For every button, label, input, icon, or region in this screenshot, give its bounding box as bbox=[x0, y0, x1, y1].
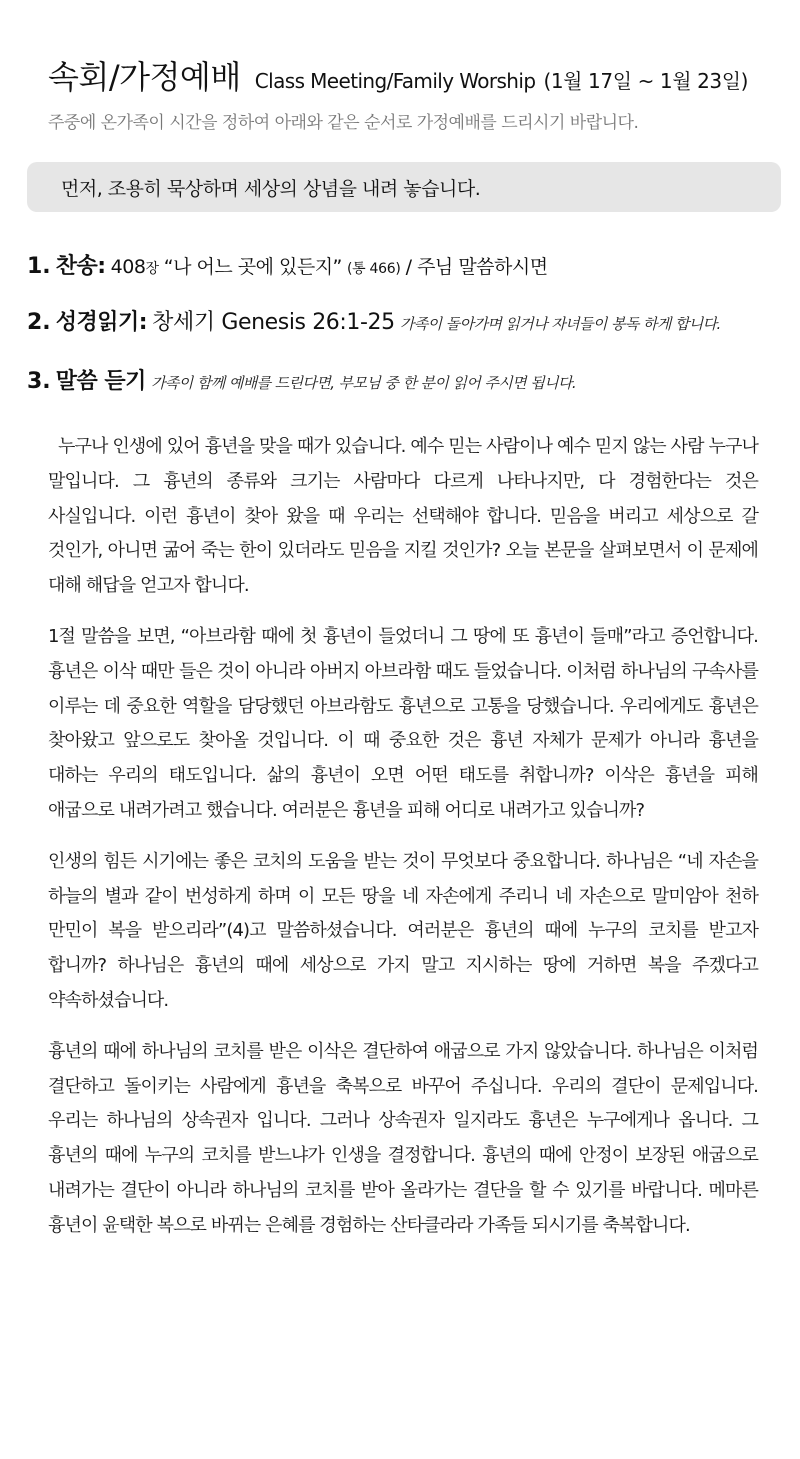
step-heading: 성경읽기: bbox=[55, 310, 148, 335]
reading-note: 가족이 돌아가며 읽거나 자녀들이 봉독 하게 합니다. bbox=[399, 315, 721, 333]
step-heading: 말씀 듣기 bbox=[55, 369, 146, 394]
hymn-unit: 장 bbox=[145, 261, 159, 277]
sermon-body bbox=[48, 430, 758, 1260]
alternate-song: / 주님 말씀하시면 bbox=[405, 256, 548, 278]
meditation-notice-text: 먼저, 조용히 묵상하며 세상의 상념을 내려 놓습니다. bbox=[61, 178, 481, 200]
hymn-title: “나 어느 곳에 있든지” bbox=[163, 256, 342, 278]
step-heading: 찬송: bbox=[55, 254, 106, 279]
step-scripture-reading bbox=[27, 305, 721, 336]
step-hymn bbox=[27, 249, 548, 280]
step-number: 2. bbox=[27, 310, 51, 335]
step-number: 3. bbox=[27, 369, 51, 394]
sermon-note: 가족이 함께 예배를 드린다면, 부모님 중 한 분이 읽어 주시면 됩니다. bbox=[151, 374, 577, 392]
step-number: 1. bbox=[27, 254, 51, 279]
step-sermon bbox=[27, 364, 576, 395]
page-title-english: Class Meeting/Family Worship bbox=[254, 69, 536, 93]
page-header bbox=[48, 52, 788, 98]
old-hymn-number: (통 466) bbox=[347, 261, 401, 277]
instructions-text: 주중에 온가족이 시간을 정하여 아래와 같은 순서로 가정예배를 드리시기 바랍니다. bbox=[48, 113, 639, 133]
hymn-number: 408 bbox=[110, 256, 146, 278]
scripture-passage: 창세기 Genesis 26:1-25 bbox=[152, 310, 395, 335]
date-range: (1월 17일 ~ 1월 23일) bbox=[543, 69, 749, 93]
sermon-paragraph: 인생의 힘든 시기에는 좋은 코치의 도움을 받는 것이 무엇보다 중요합니다. 하나님은 “네 자손을 하늘의 별과 같이 번성하게 하며 이 모든 땅을 네 자손에게 주리니 네 자손으로 말미암아 천하 만민이 복을 받으리라”(4)고 말씀하셨습니다. 여러분은 흉년의 때에 누구의 코치를 받고자 합니까? 하나님은 흉년의 때에 세상으로 가지 말고 지시하는 땅에 거하면 복을 주겠다고 약속하셨습니다. bbox=[48, 850, 758, 1011]
sermon-paragraph: 누구나 인생에 있어 흉년을 맞을 때가 있습니다. 예수 믿는 사람이나 예수 믿지 않는 사람 누구나 말입니다. 그 흉년의 종류와 크기는 사람마다 다르게 나타나지만, 다 경험한다는 것은 사실입니다. 이런 흉년이 찾아 왔을 때 우리는 선택해야 합니다. 믿음을 버리고 세상으로 갈 것인가, 아니면 굶어 죽는 한이 있더라도 믿음을 지킬 것인가? 오늘 본문을 살펴보면서 이 문제에 대해 해답을 얻고자 합니다. bbox=[48, 436, 758, 597]
sermon-paragraph: 1절 말씀을 보면, “아브라함 때에 첫 흉년이 들었더니 그 땅에 또 흉년이 들매”라고 증언합니다. 흉년은 이삭 때만 들은 것이 아니라 아버지 아브라함 때도 들었습니다. 이처럼 하나님의 구속사를 이루는 데 중요한 역할을 담당했던 아브라함도 흉년으로 고통을 당했습니다. 우리에게도 흉년은 찾아왔고 앞으로도 찾아올 것입니다. 이 때 중요한 것은 흉년 자체가 문제가 아니라 흉년을 대하는 우리의 태도입니다. 삶의 흉년이 오면 어떤 태도를 취합니까? 이삭은 흉년을 피해 애굽으로 내려가려고 했습니다. 여러분은 흉년을 피해 어디로 내려가고 있습니까? bbox=[48, 625, 758, 821]
sermon-paragraph: 흉년의 때에 하나님의 코치를 받은 이삭은 결단하여 애굽으로 가지 않았습니다. 하나님은 이처럼 결단하고 돌이키는 사람에게 흉년을 축복으로 바꾸어 주십니다. 우리의 결단이 문제입니다. 우리는 하나님의 상속권자 입니다. 그러나 상속권자 일지라도 흉년은 누구에게나 옵니다. 그 흉년의 때에 누구의 코치를 받느냐가 인생을 결정합니다. 흉년의 때에 안정이 보장된 애굽으로 내려가는 결단이 아니라 하나님의 코치를 받아 올라가는 결단을 할 수 있기를 바랍니다. 메마른 흉년이 윤택한 복으로 바뀌는 은혜를 경험하는 산타클라라 가족들 되시기를 축복합니다. bbox=[48, 1040, 758, 1236]
meditation-notice-box bbox=[27, 162, 781, 212]
page-title: 속회/가정예배 bbox=[48, 58, 241, 96]
